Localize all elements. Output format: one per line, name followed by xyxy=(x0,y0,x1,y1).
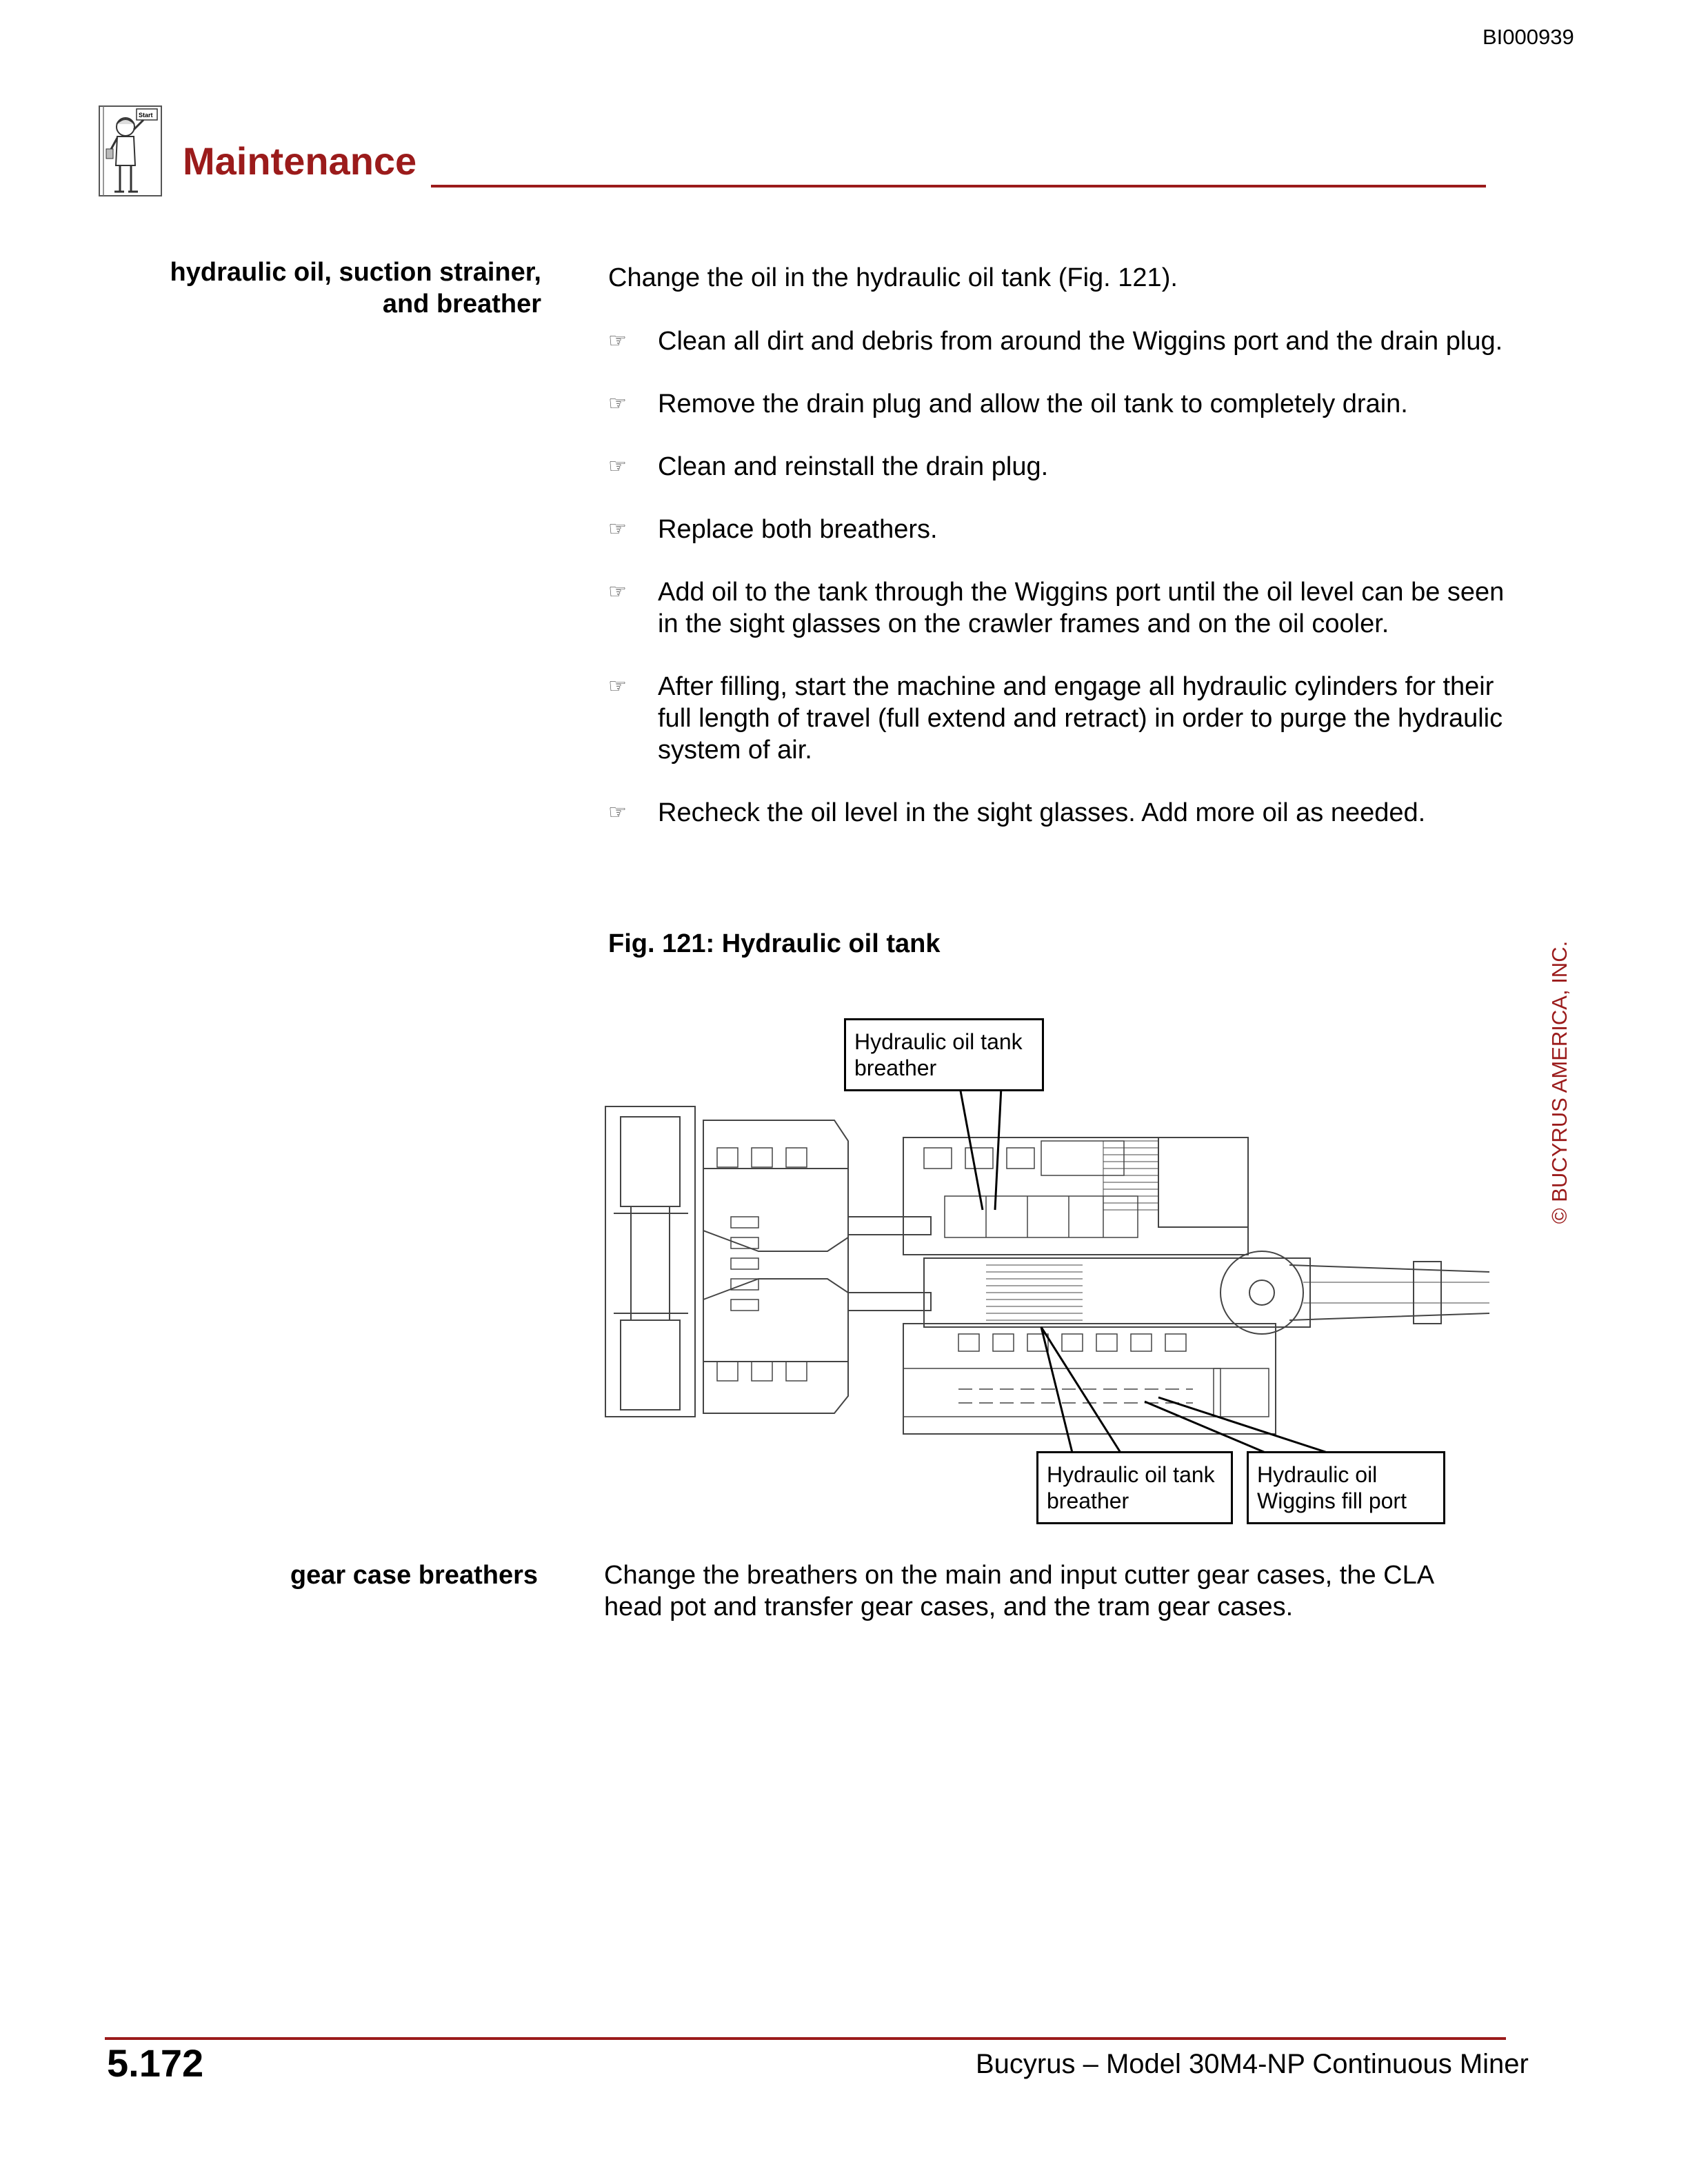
side-heading-hydraulic xyxy=(141,256,541,320)
mechanic-with-start-sign-icon xyxy=(97,103,165,200)
side-heading-line: and breather xyxy=(382,290,541,318)
step-text: Recheck the oil level in the sight glasses. Add more oil as needed. xyxy=(658,798,1426,827)
callout-line: Hydraulic oil tank xyxy=(1047,1462,1215,1487)
pointing-hand-icon: ☞ xyxy=(608,330,627,352)
pointing-hand-icon: ☞ xyxy=(608,518,627,540)
figure-caption: Fig. 121: Hydraulic oil tank xyxy=(608,929,941,958)
intro-text: Change the oil in the hydraulic oil tank (Fig. 121). xyxy=(608,263,1178,292)
list-item xyxy=(608,671,1505,766)
footer-rule xyxy=(105,2037,1506,2040)
callout-line: breather xyxy=(854,1055,937,1080)
list-item xyxy=(608,576,1505,640)
list-item xyxy=(608,451,1505,483)
step-text: Replace both breathers. xyxy=(658,515,938,544)
page-number: 5.172 xyxy=(107,2041,204,2085)
list-item xyxy=(608,797,1505,829)
copyright-text: © BUCYRUS AMERICA, INC. xyxy=(1547,940,1571,1224)
side-heading-line: hydraulic oil, suction strainer, xyxy=(170,258,541,287)
title-rule xyxy=(431,185,1486,188)
step-text: Add oil to the tank through the Wiggins port until the oil level can be seen in the sight glasses on the crawler frames and on the oil cooler. xyxy=(658,578,1505,638)
gear-case-text: Change the breathers on the main and input cutter gear cases, the CLA head pot and transfer gear cases, and the tram gear cases. xyxy=(604,1561,1433,1621)
pointing-hand-icon: ☞ xyxy=(608,801,627,824)
callout-line: breather xyxy=(1047,1488,1129,1513)
callout-line: Hydraulic oil xyxy=(1257,1462,1378,1487)
side-heading-gear-case: gear case breathers xyxy=(290,1561,538,1590)
list-item xyxy=(608,388,1505,420)
step-text: Clean all dirt and debris from around the Wiggins port and the drain plug. xyxy=(658,327,1503,356)
document-id: BI000939 xyxy=(1483,25,1574,49)
callout-line: Hydraulic oil tank xyxy=(854,1029,1023,1054)
step-text: Clean and reinstall the drain plug. xyxy=(658,452,1049,481)
callout-line: Wiggins fill port xyxy=(1257,1488,1407,1513)
step-text: After filling, start the machine and engage all hydraulic cylinders for their full length of travel (full extend and retract) in order to purge the hydraulic system of air. xyxy=(658,672,1503,765)
hydraulic-oil-tank-figure xyxy=(600,1010,1496,1534)
callout-wiggins-fill-port xyxy=(1247,1451,1445,1524)
step-text: Remove the drain plug and allow the oil tank to completely drain. xyxy=(658,390,1408,418)
footer-title: Bucyrus – Model 30M4-NP Continuous Miner xyxy=(976,2049,1529,2079)
pointing-hand-icon: ☞ xyxy=(608,580,627,603)
list-item xyxy=(608,514,1505,545)
section-title: Maintenance xyxy=(183,139,417,183)
start-sign-text: Start xyxy=(139,112,153,119)
pointing-hand-icon: ☞ xyxy=(608,675,627,698)
callout-breather-top xyxy=(844,1018,1044,1091)
pointing-hand-icon: ☞ xyxy=(608,392,627,415)
procedure-list xyxy=(608,325,1505,860)
pointing-hand-icon: ☞ xyxy=(608,455,627,478)
list-item xyxy=(608,325,1505,357)
callout-breather-bottom xyxy=(1036,1451,1233,1524)
